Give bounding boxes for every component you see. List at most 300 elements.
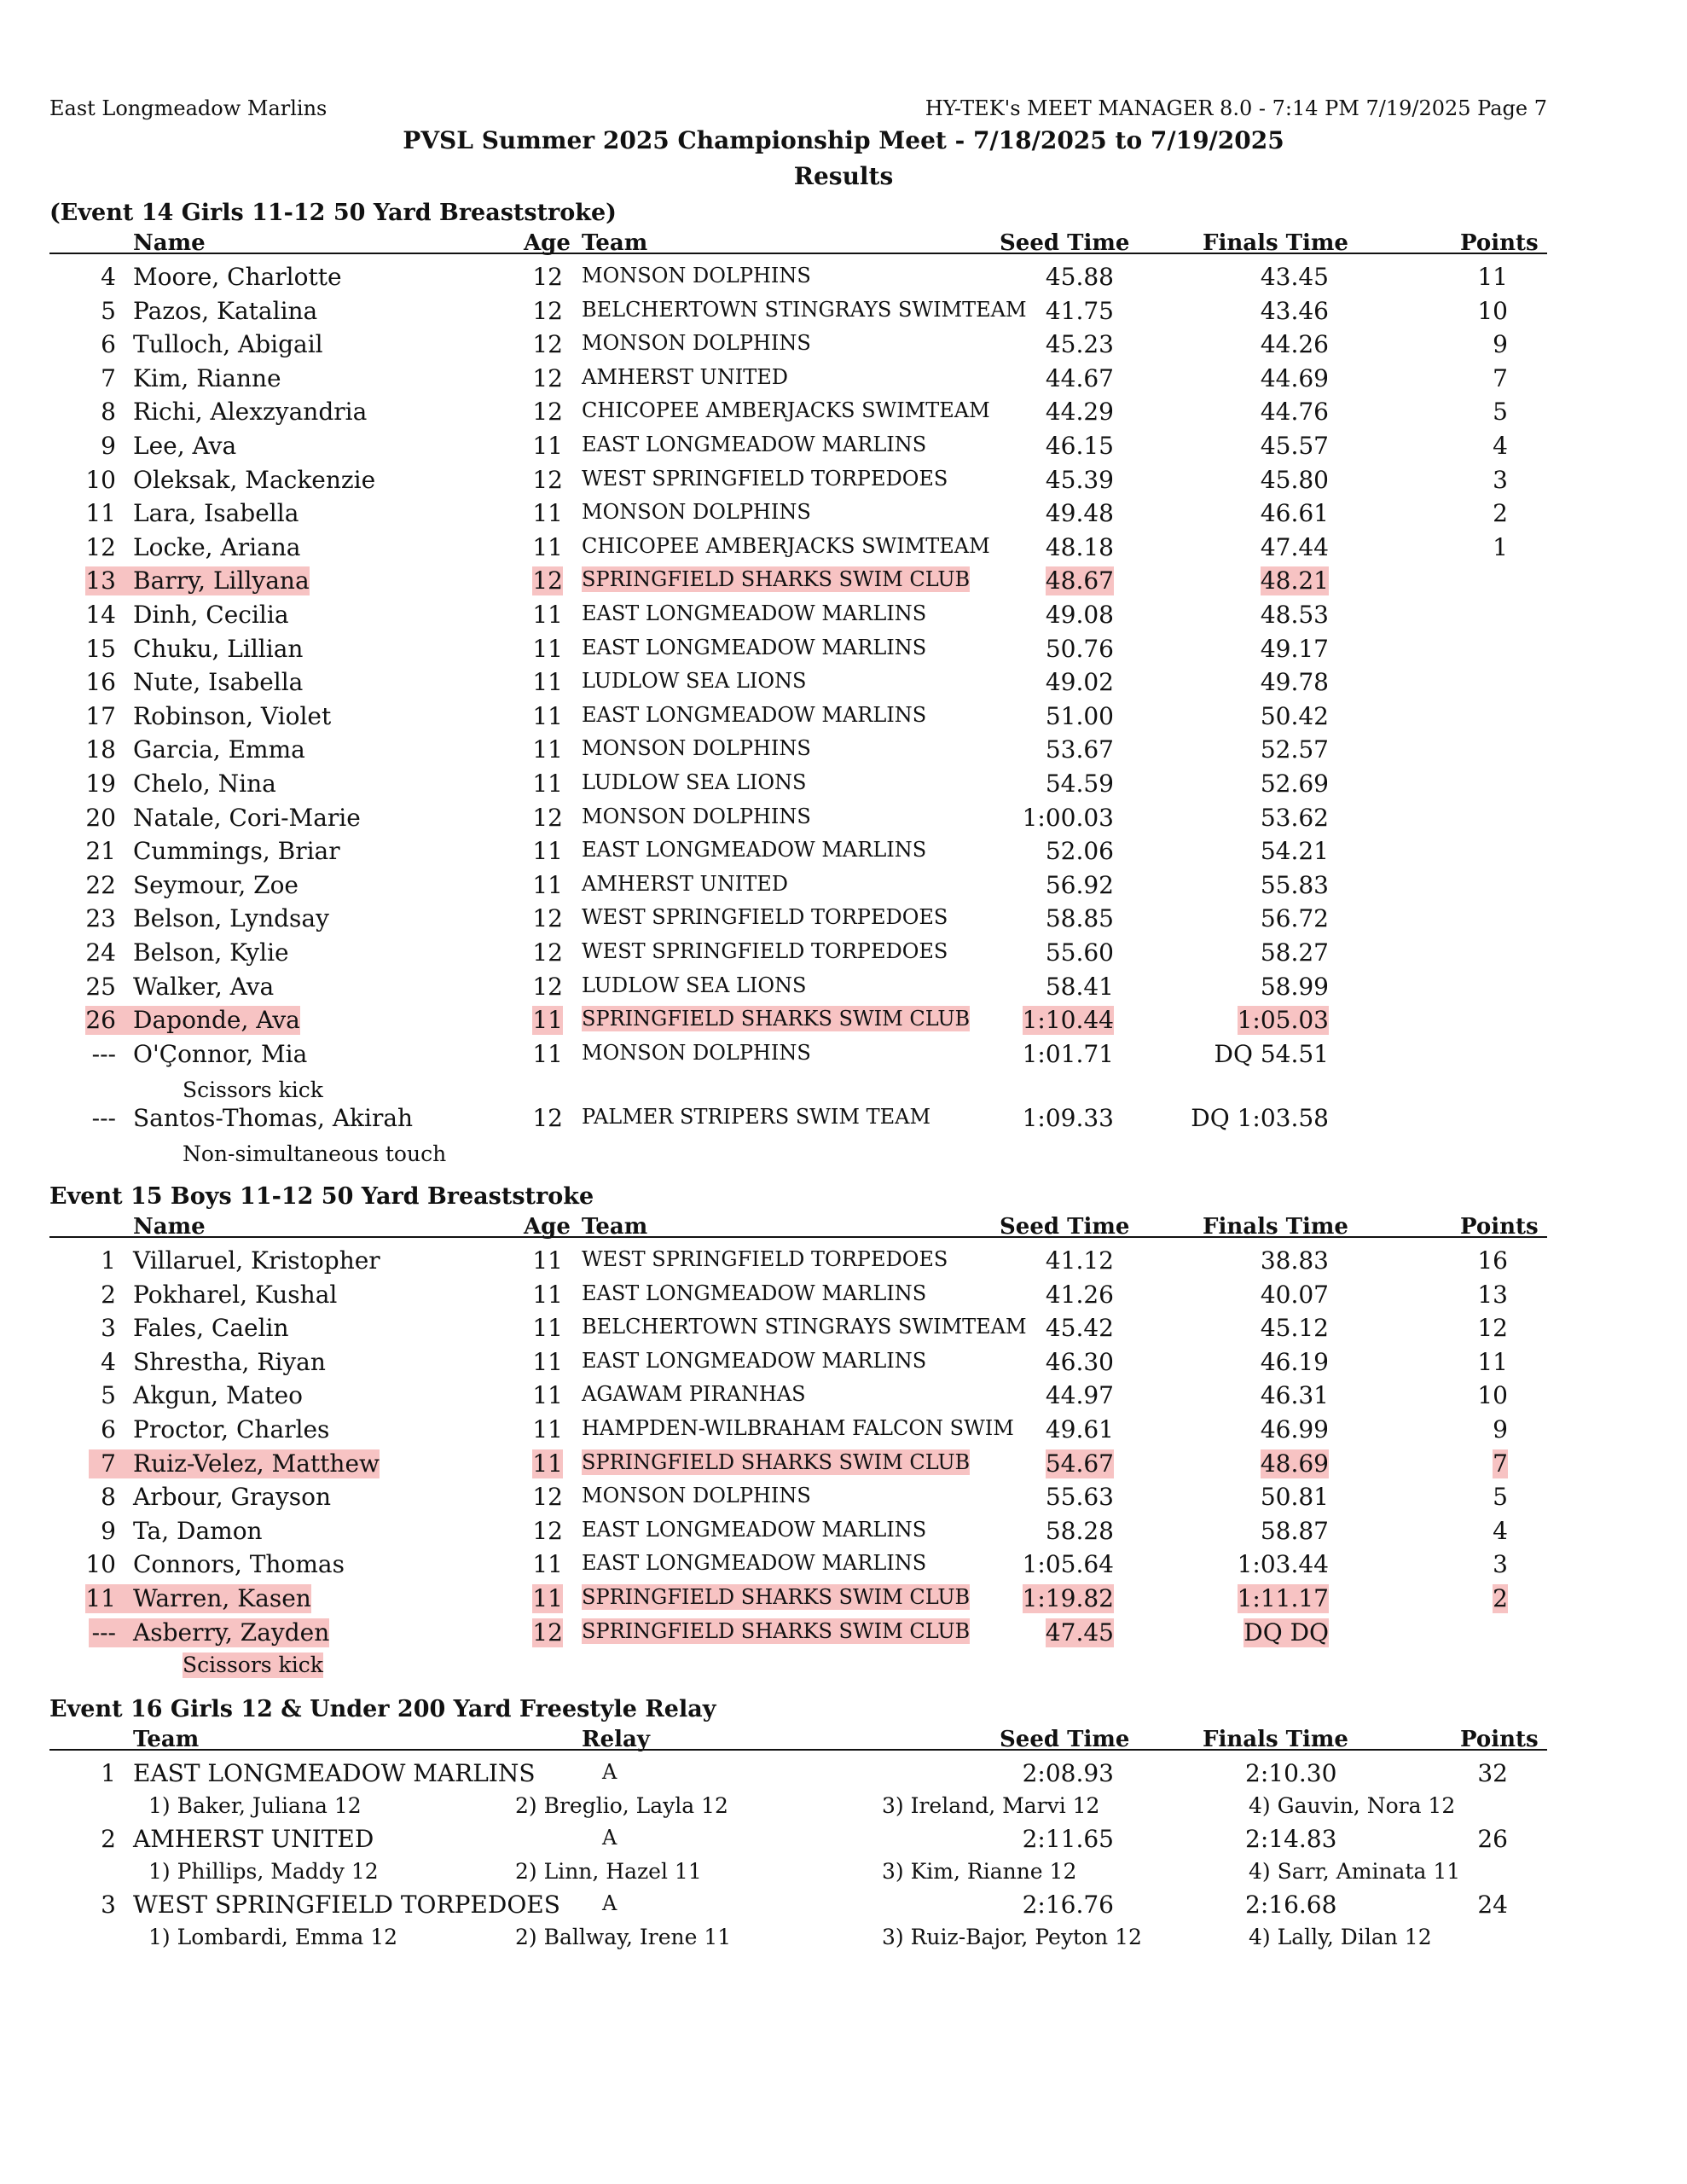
team-name: MONSON DOLPHINS — [582, 804, 811, 828]
swimmer-name: Barry, Lillyana — [133, 566, 310, 595]
swimmer-name: Nute, Isabella — [133, 668, 304, 697]
finals-time: 1:05.03 — [1237, 1006, 1329, 1035]
result-row — [0, 1381, 1687, 1415]
team-name: MONSON DOLPHINS — [582, 500, 811, 525]
result-row — [0, 263, 1687, 297]
points: 11 — [1477, 263, 1508, 291]
place: 10 — [85, 1550, 116, 1579]
points: 26 — [1477, 1825, 1508, 1853]
age: 11 — [532, 668, 563, 697]
result-row — [0, 938, 1687, 973]
relay-swimmer: 1) Baker, Juliana 12 — [148, 1793, 362, 1818]
swimmer-name: Akgun, Mateo — [133, 1381, 304, 1410]
finals-time: 48.69 — [1260, 1449, 1329, 1478]
header-left: East Longmeadow Marlins — [49, 96, 328, 120]
swimmer-name: Seymour, Zoe — [133, 870, 299, 899]
col-name: Name — [133, 1214, 206, 1240]
result-row — [0, 1449, 1687, 1484]
finals-time: 58.99 — [1260, 972, 1329, 1001]
dq-reason: Scissors kick — [183, 1077, 323, 1102]
relay-team-name: AMHERST UNITED — [133, 1825, 374, 1853]
age: 12 — [532, 1516, 563, 1545]
result-row — [0, 398, 1687, 432]
place: 19 — [85, 770, 116, 798]
team-name: MONSON DOLPHINS — [582, 736, 811, 761]
team-name: EAST LONGMEADOW MARLINS — [582, 1517, 927, 1542]
relay-row — [0, 1759, 1687, 1793]
col-age: Age — [524, 230, 571, 256]
finals-time: 48.21 — [1260, 566, 1329, 595]
relay-swimmer: 2) Ballway, Irene 11 — [515, 1925, 732, 1949]
swimmer-name: Proctor, Charles — [133, 1415, 330, 1443]
points: 7 — [1493, 363, 1508, 392]
swimmer-name: Cummings, Briar — [133, 837, 340, 866]
finals-time: 44.76 — [1260, 398, 1329, 427]
relay-swimmer: 3) Ruiz-Bajor, Peyton 12 — [882, 1925, 1142, 1949]
swimmer-name: Lee, Ava — [133, 432, 237, 460]
team-name: CHICOPEE AMBERJACKS SWIMTEAM — [582, 533, 990, 558]
age: 11 — [532, 601, 563, 629]
result-row — [0, 1348, 1687, 1382]
dq-reason: Non-simultaneous touch — [183, 1141, 447, 1166]
result-row — [0, 432, 1687, 466]
age: 11 — [532, 634, 563, 663]
result-row — [0, 533, 1687, 567]
swimmer-name: Chelo, Nina — [133, 770, 276, 798]
col-finals-time: Finals Time — [1203, 1727, 1348, 1752]
col-name: Name — [133, 230, 206, 256]
finals-time: 50.42 — [1260, 701, 1329, 730]
relay-letter: A — [602, 1826, 617, 1850]
relay-swimmer: 1) Phillips, Maddy 12 — [148, 1859, 379, 1884]
team-name: CHICOPEE AMBERJACKS SWIMTEAM — [582, 398, 990, 423]
seed-time: 1:19.82 — [1022, 1584, 1114, 1612]
age: 12 — [532, 904, 563, 933]
team-name: MONSON DOLPHINS — [582, 264, 811, 288]
age: 11 — [532, 1550, 563, 1579]
result-row — [0, 466, 1687, 500]
swimmer-name: Fales, Caelin — [133, 1314, 289, 1343]
points: 1 — [1493, 532, 1508, 561]
place: 11 — [85, 1584, 116, 1612]
relay-swimmer: 2) Linn, Hazel 11 — [515, 1859, 702, 1884]
event-15-title: Event 15 Boys 11-12 50 Yard Breaststroke — [49, 1183, 594, 1210]
seed-time: 45.42 — [1045, 1314, 1114, 1343]
team-name: LUDLOW SEA LIONS — [582, 669, 807, 694]
result-row — [0, 1550, 1687, 1584]
age: 11 — [532, 701, 563, 730]
event-14-title: (Event 14 Girls 11-12 50 Yard Breaststroke) — [49, 200, 617, 226]
age: 11 — [532, 770, 563, 798]
team-name: SPRINGFIELD SHARKS SWIM CLUB — [582, 1449, 971, 1474]
finals-time: 56.72 — [1260, 904, 1329, 933]
age: 11 — [532, 499, 563, 528]
swimmer-name: Asberry, Zayden — [133, 1618, 330, 1647]
finals-time: 44.69 — [1260, 363, 1329, 392]
result-row — [0, 1415, 1687, 1449]
relay-letter: A — [602, 1891, 617, 1915]
finals-time: 1:11.17 — [1237, 1584, 1329, 1612]
age: 12 — [532, 1618, 563, 1647]
finals-time: 1:03.44 — [1237, 1550, 1329, 1579]
place: 11 — [85, 499, 116, 528]
team-name: EAST LONGMEADOW MARLINS — [582, 1551, 927, 1576]
place: 4 — [101, 1347, 116, 1376]
swimmer-name: Shrestha, Riyan — [133, 1347, 326, 1376]
age: 11 — [532, 1314, 563, 1343]
seed-time: 58.85 — [1045, 904, 1114, 933]
age: 11 — [532, 1347, 563, 1376]
seed-time: 1:05.64 — [1022, 1550, 1114, 1579]
result-row — [0, 330, 1687, 364]
place: 22 — [85, 870, 116, 899]
finals-time: 54.21 — [1260, 837, 1329, 866]
seed-time: 2:08.93 — [1022, 1759, 1114, 1787]
swimmer-name: Pazos, Katalina — [133, 296, 318, 325]
swimmer-name: Belson, Lyndsay — [133, 904, 329, 933]
result-row — [0, 804, 1687, 838]
result-row — [0, 904, 1687, 938]
age: 11 — [532, 1584, 563, 1612]
points: 12 — [1477, 1314, 1508, 1343]
age: 12 — [532, 566, 563, 595]
finals-time: 50.81 — [1260, 1483, 1329, 1512]
age: 11 — [532, 1006, 563, 1035]
swimmer-name: Natale, Cori-Marie — [133, 803, 361, 832]
seed-time: 58.41 — [1045, 972, 1114, 1001]
team-name: SPRINGFIELD SHARKS SWIM CLUB — [582, 567, 971, 592]
seed-time: 58.28 — [1045, 1516, 1114, 1545]
swimmer-name: Richi, Alexzyandria — [133, 398, 368, 427]
result-row — [0, 1584, 1687, 1618]
swimmer-name: Arbour, Grayson — [133, 1483, 332, 1512]
seed-time: 2:16.76 — [1022, 1891, 1114, 1919]
finals-time: 2:16.68 — [1245, 1891, 1337, 1919]
finals-time: 40.07 — [1260, 1280, 1329, 1309]
col-team: Team — [582, 1214, 648, 1240]
place: 6 — [101, 1415, 116, 1443]
place: 7 — [101, 363, 116, 392]
swimmer-name: Chuku, Lillian — [133, 634, 304, 663]
age: 12 — [532, 972, 563, 1001]
age: 11 — [532, 1246, 563, 1275]
result-row — [0, 1314, 1687, 1348]
finals-time: 46.19 — [1260, 1347, 1329, 1376]
swimmer-name: Ta, Damon — [133, 1516, 263, 1545]
age: 11 — [532, 837, 563, 866]
team-name: MONSON DOLPHINS — [582, 1040, 811, 1065]
team-name: WEST SPRINGFIELD TORPEDOES — [582, 466, 948, 491]
team-name: AMHERST UNITED — [582, 364, 788, 389]
seed-time: 49.61 — [1045, 1415, 1114, 1443]
relay-swimmer: 4) Gauvin, Nora 12 — [1249, 1793, 1456, 1818]
seed-time: 49.08 — [1045, 601, 1114, 629]
points: 5 — [1493, 1483, 1508, 1512]
relay-row — [0, 1825, 1687, 1859]
age: 11 — [532, 1039, 563, 1068]
age: 12 — [532, 263, 563, 291]
seed-time: 56.92 — [1045, 870, 1114, 899]
place: 16 — [85, 668, 116, 697]
team-name: EAST LONGMEADOW MARLINS — [582, 1348, 927, 1373]
result-row — [0, 566, 1687, 601]
team-name: BELCHERTOWN STINGRAYS SWIMTEAM — [582, 297, 1027, 322]
relay-swimmer: 1) Lombardi, Emma 12 — [148, 1925, 398, 1949]
result-row — [0, 601, 1687, 635]
place: 15 — [85, 634, 116, 663]
team-name: EAST LONGMEADOW MARLINS — [582, 433, 927, 456]
place: 9 — [101, 432, 116, 460]
team-name: AMHERST UNITED — [582, 871, 788, 896]
col-seed-time: Seed Time — [1000, 230, 1130, 256]
team-name: BELCHERTOWN STINGRAYS SWIMTEAM — [582, 1315, 1027, 1339]
team-name: LUDLOW SEA LIONS — [582, 770, 807, 794]
col-team: Team — [582, 230, 648, 256]
team-name: WEST SPRINGFIELD TORPEDOES — [582, 905, 948, 930]
col-finals-time: Finals Time — [1203, 1214, 1348, 1240]
place: 24 — [85, 938, 116, 967]
finals-time: 45.12 — [1260, 1314, 1329, 1343]
points: 4 — [1493, 432, 1508, 460]
finals-time: 55.83 — [1260, 870, 1329, 899]
col-team: Team — [133, 1727, 200, 1752]
result-row — [0, 837, 1687, 871]
relay-team-name: WEST SPRINGFIELD TORPEDOES — [133, 1891, 560, 1919]
result-row — [0, 702, 1687, 736]
points: 5 — [1493, 398, 1508, 427]
swimmer-name: Walker, Ava — [133, 972, 275, 1001]
finals-time: DQ 1:03.58 — [1191, 1103, 1329, 1132]
relay-swimmer: 3) Kim, Rianne 12 — [882, 1859, 1077, 1884]
seed-time: 1:01.71 — [1022, 1039, 1114, 1068]
finals-time: 46.99 — [1260, 1415, 1329, 1443]
seed-time: 55.60 — [1045, 938, 1114, 967]
result-row — [0, 770, 1687, 804]
team-name: EAST LONGMEADOW MARLINS — [582, 1281, 927, 1305]
seed-time: 44.67 — [1045, 363, 1114, 392]
finals-time: 43.46 — [1260, 296, 1329, 325]
points: 4 — [1493, 1516, 1508, 1545]
age: 11 — [532, 1280, 563, 1309]
col-seed-time: Seed Time — [1000, 1214, 1130, 1240]
age: 12 — [532, 296, 563, 325]
age: 12 — [532, 1103, 563, 1132]
result-row — [0, 668, 1687, 702]
age: 12 — [532, 330, 563, 359]
team-name: WEST SPRINGFIELD TORPEDOES — [582, 939, 948, 963]
age: 11 — [532, 735, 563, 764]
seed-time: 41.12 — [1045, 1246, 1114, 1275]
finals-time: DQ 54.51 — [1214, 1039, 1329, 1068]
place: 8 — [101, 398, 116, 427]
col-seed-time: Seed Time — [1000, 1727, 1130, 1752]
place: --- — [91, 1103, 116, 1132]
seed-time: 54.67 — [1045, 1449, 1114, 1478]
relay-row — [0, 1891, 1687, 1925]
result-row — [0, 1517, 1687, 1551]
seed-time: 48.67 — [1045, 566, 1114, 595]
place: 7 — [101, 1449, 116, 1478]
swimmer-name: Warren, Kasen — [133, 1584, 311, 1612]
place: 13 — [85, 566, 116, 595]
swimmer-name: Tulloch, Abigail — [133, 330, 323, 359]
seed-time: 48.18 — [1045, 532, 1114, 561]
place: 8 — [101, 1483, 116, 1512]
finals-time: 58.27 — [1260, 938, 1329, 967]
age: 11 — [532, 532, 563, 561]
seed-time: 44.29 — [1045, 398, 1114, 427]
finals-time: 49.78 — [1260, 668, 1329, 697]
place: 23 — [85, 904, 116, 933]
seed-time: 46.15 — [1045, 432, 1114, 460]
team-name: MONSON DOLPHINS — [582, 1484, 811, 1508]
team-name: EAST LONGMEADOW MARLINS — [582, 635, 927, 659]
team-name: SPRINGFIELD SHARKS SWIM CLUB — [582, 1585, 971, 1609]
points: 32 — [1477, 1759, 1508, 1787]
finals-time: 48.53 — [1260, 601, 1329, 629]
seed-time: 41.75 — [1045, 296, 1114, 325]
swimmer-name: Connors, Thomas — [133, 1550, 345, 1579]
team-name: HAMPDEN-WILBRAHAM FALCON SWIM — [582, 1416, 1014, 1440]
finals-time: 52.57 — [1260, 735, 1329, 764]
header-rule — [49, 1236, 1547, 1238]
swimmer-name: Santos-Thomas, Akirah — [133, 1103, 414, 1132]
place: 2 — [101, 1280, 116, 1309]
result-row — [0, 297, 1687, 331]
swimmer-name: Garcia, Emma — [133, 735, 305, 764]
seed-time: 53.67 — [1045, 735, 1114, 764]
points: 10 — [1477, 1381, 1508, 1410]
result-row — [0, 499, 1687, 533]
points: 3 — [1493, 1550, 1508, 1579]
place: 9 — [101, 1516, 116, 1545]
swimmer-name: Ruiz-Velez, Matthew — [133, 1449, 380, 1478]
team-name: SPRINGFIELD SHARKS SWIM CLUB — [582, 1007, 971, 1031]
seed-time: 54.59 — [1045, 770, 1114, 798]
place: 1 — [101, 1246, 116, 1275]
points: 2 — [1493, 499, 1508, 528]
team-name: WEST SPRINGFIELD TORPEDOES — [582, 1247, 948, 1271]
finals-time: 2:14.83 — [1245, 1825, 1337, 1853]
meet-title: PVSL Summer 2025 Championship Meet - 7/18/2025 to 7/19/2025 — [403, 126, 1284, 154]
points: 13 — [1477, 1280, 1508, 1309]
age: 11 — [532, 432, 563, 460]
result-row — [0, 1006, 1687, 1040]
age: 12 — [532, 938, 563, 967]
finals-time: 49.17 — [1260, 634, 1329, 663]
swimmer-name: O'Çonnor, Mia — [133, 1039, 308, 1068]
points: 11 — [1477, 1347, 1508, 1376]
place: 25 — [85, 972, 116, 1001]
swimmer-name: Belson, Kylie — [133, 938, 289, 967]
place: 12 — [85, 532, 116, 561]
team-name: LUDLOW SEA LIONS — [582, 973, 807, 997]
result-row — [0, 364, 1687, 398]
points: 16 — [1477, 1246, 1508, 1275]
finals-time: DQ DQ — [1244, 1618, 1329, 1647]
finals-time: 53.62 — [1260, 803, 1329, 832]
result-row — [0, 1040, 1687, 1074]
swimmer-name: Robinson, Violet — [133, 701, 332, 730]
col-points: Points — [1460, 1214, 1539, 1240]
points: 10 — [1477, 296, 1508, 325]
team-name: EAST LONGMEADOW MARLINS — [582, 702, 927, 727]
age: 12 — [532, 1483, 563, 1512]
relay-swimmer: 4) Lally, Dilan 12 — [1249, 1925, 1432, 1949]
swimmer-name: Pokharel, Kushal — [133, 1280, 338, 1309]
finals-time: 46.61 — [1260, 499, 1329, 528]
col-finals-time: Finals Time — [1203, 230, 1348, 256]
finals-time: 47.44 — [1260, 532, 1329, 561]
relay-team-name: EAST LONGMEADOW MARLINS — [133, 1759, 536, 1787]
place: 18 — [85, 735, 116, 764]
points: 2 — [1493, 1584, 1508, 1612]
place: 2 — [101, 1825, 116, 1853]
age: 12 — [532, 363, 563, 392]
swimmer-name: Dinh, Cecilia — [133, 601, 289, 629]
team-name: PALMER STRIPERS SWIM TEAM — [582, 1104, 931, 1129]
swimmer-name: Lara, Isabella — [133, 499, 299, 528]
place: 10 — [85, 465, 116, 494]
finals-time: 45.57 — [1260, 432, 1329, 460]
finals-time: 46.31 — [1260, 1381, 1329, 1410]
seed-time: 52.06 — [1045, 837, 1114, 866]
seed-time: 49.02 — [1045, 668, 1114, 697]
finals-time: 2:10.30 — [1245, 1759, 1337, 1787]
seed-time: 2:11.65 — [1022, 1825, 1114, 1853]
place: 5 — [101, 296, 116, 325]
finals-time: 38.83 — [1260, 1246, 1329, 1275]
swimmer-name: Kim, Rianne — [133, 363, 281, 392]
seed-time: 45.88 — [1045, 263, 1114, 291]
relay-swimmer: 3) Ireland, Marvi 12 — [882, 1793, 1100, 1818]
result-row — [0, 1483, 1687, 1517]
place: 20 — [85, 803, 116, 832]
finals-time: 58.87 — [1260, 1516, 1329, 1545]
result-row — [0, 973, 1687, 1007]
finals-time: 43.45 — [1260, 263, 1329, 291]
seed-time: 51.00 — [1045, 701, 1114, 730]
place: 6 — [101, 330, 116, 359]
col-points: Points — [1460, 230, 1539, 256]
place: 26 — [85, 1006, 116, 1035]
team-name: SPRINGFIELD SHARKS SWIM CLUB — [582, 1618, 971, 1643]
seed-time: 41.26 — [1045, 1280, 1114, 1309]
result-row — [0, 1618, 1687, 1653]
place: 3 — [101, 1314, 116, 1343]
team-name: AGAWAM PIRANHAS — [582, 1382, 806, 1407]
result-row — [0, 1281, 1687, 1315]
seed-time: 45.23 — [1045, 330, 1114, 359]
place: 3 — [101, 1891, 116, 1919]
swimmer-name: Daponde, Ava — [133, 1006, 300, 1035]
header-rule — [49, 253, 1547, 254]
swimmer-name: Oleksak, Mackenzie — [133, 465, 376, 494]
points: 24 — [1477, 1891, 1508, 1919]
swimmer-name: Villaruel, Kristopher — [133, 1246, 380, 1275]
age: 12 — [532, 398, 563, 427]
points: 9 — [1493, 330, 1508, 359]
dq-reason: Scissors kick — [183, 1652, 323, 1677]
points: 3 — [1493, 465, 1508, 494]
swimmer-name: Locke, Ariana — [133, 532, 301, 561]
col-relay: Relay — [582, 1727, 650, 1752]
header-right: HY-TEK's MEET MANAGER 8.0 - 7:14 PM 7/19/2025 Page 7 — [925, 96, 1547, 120]
header-rule — [49, 1749, 1547, 1751]
place: 14 — [85, 601, 116, 629]
swimmer-name: Moore, Charlotte — [133, 263, 342, 291]
results-subtitle: Results — [793, 162, 894, 190]
